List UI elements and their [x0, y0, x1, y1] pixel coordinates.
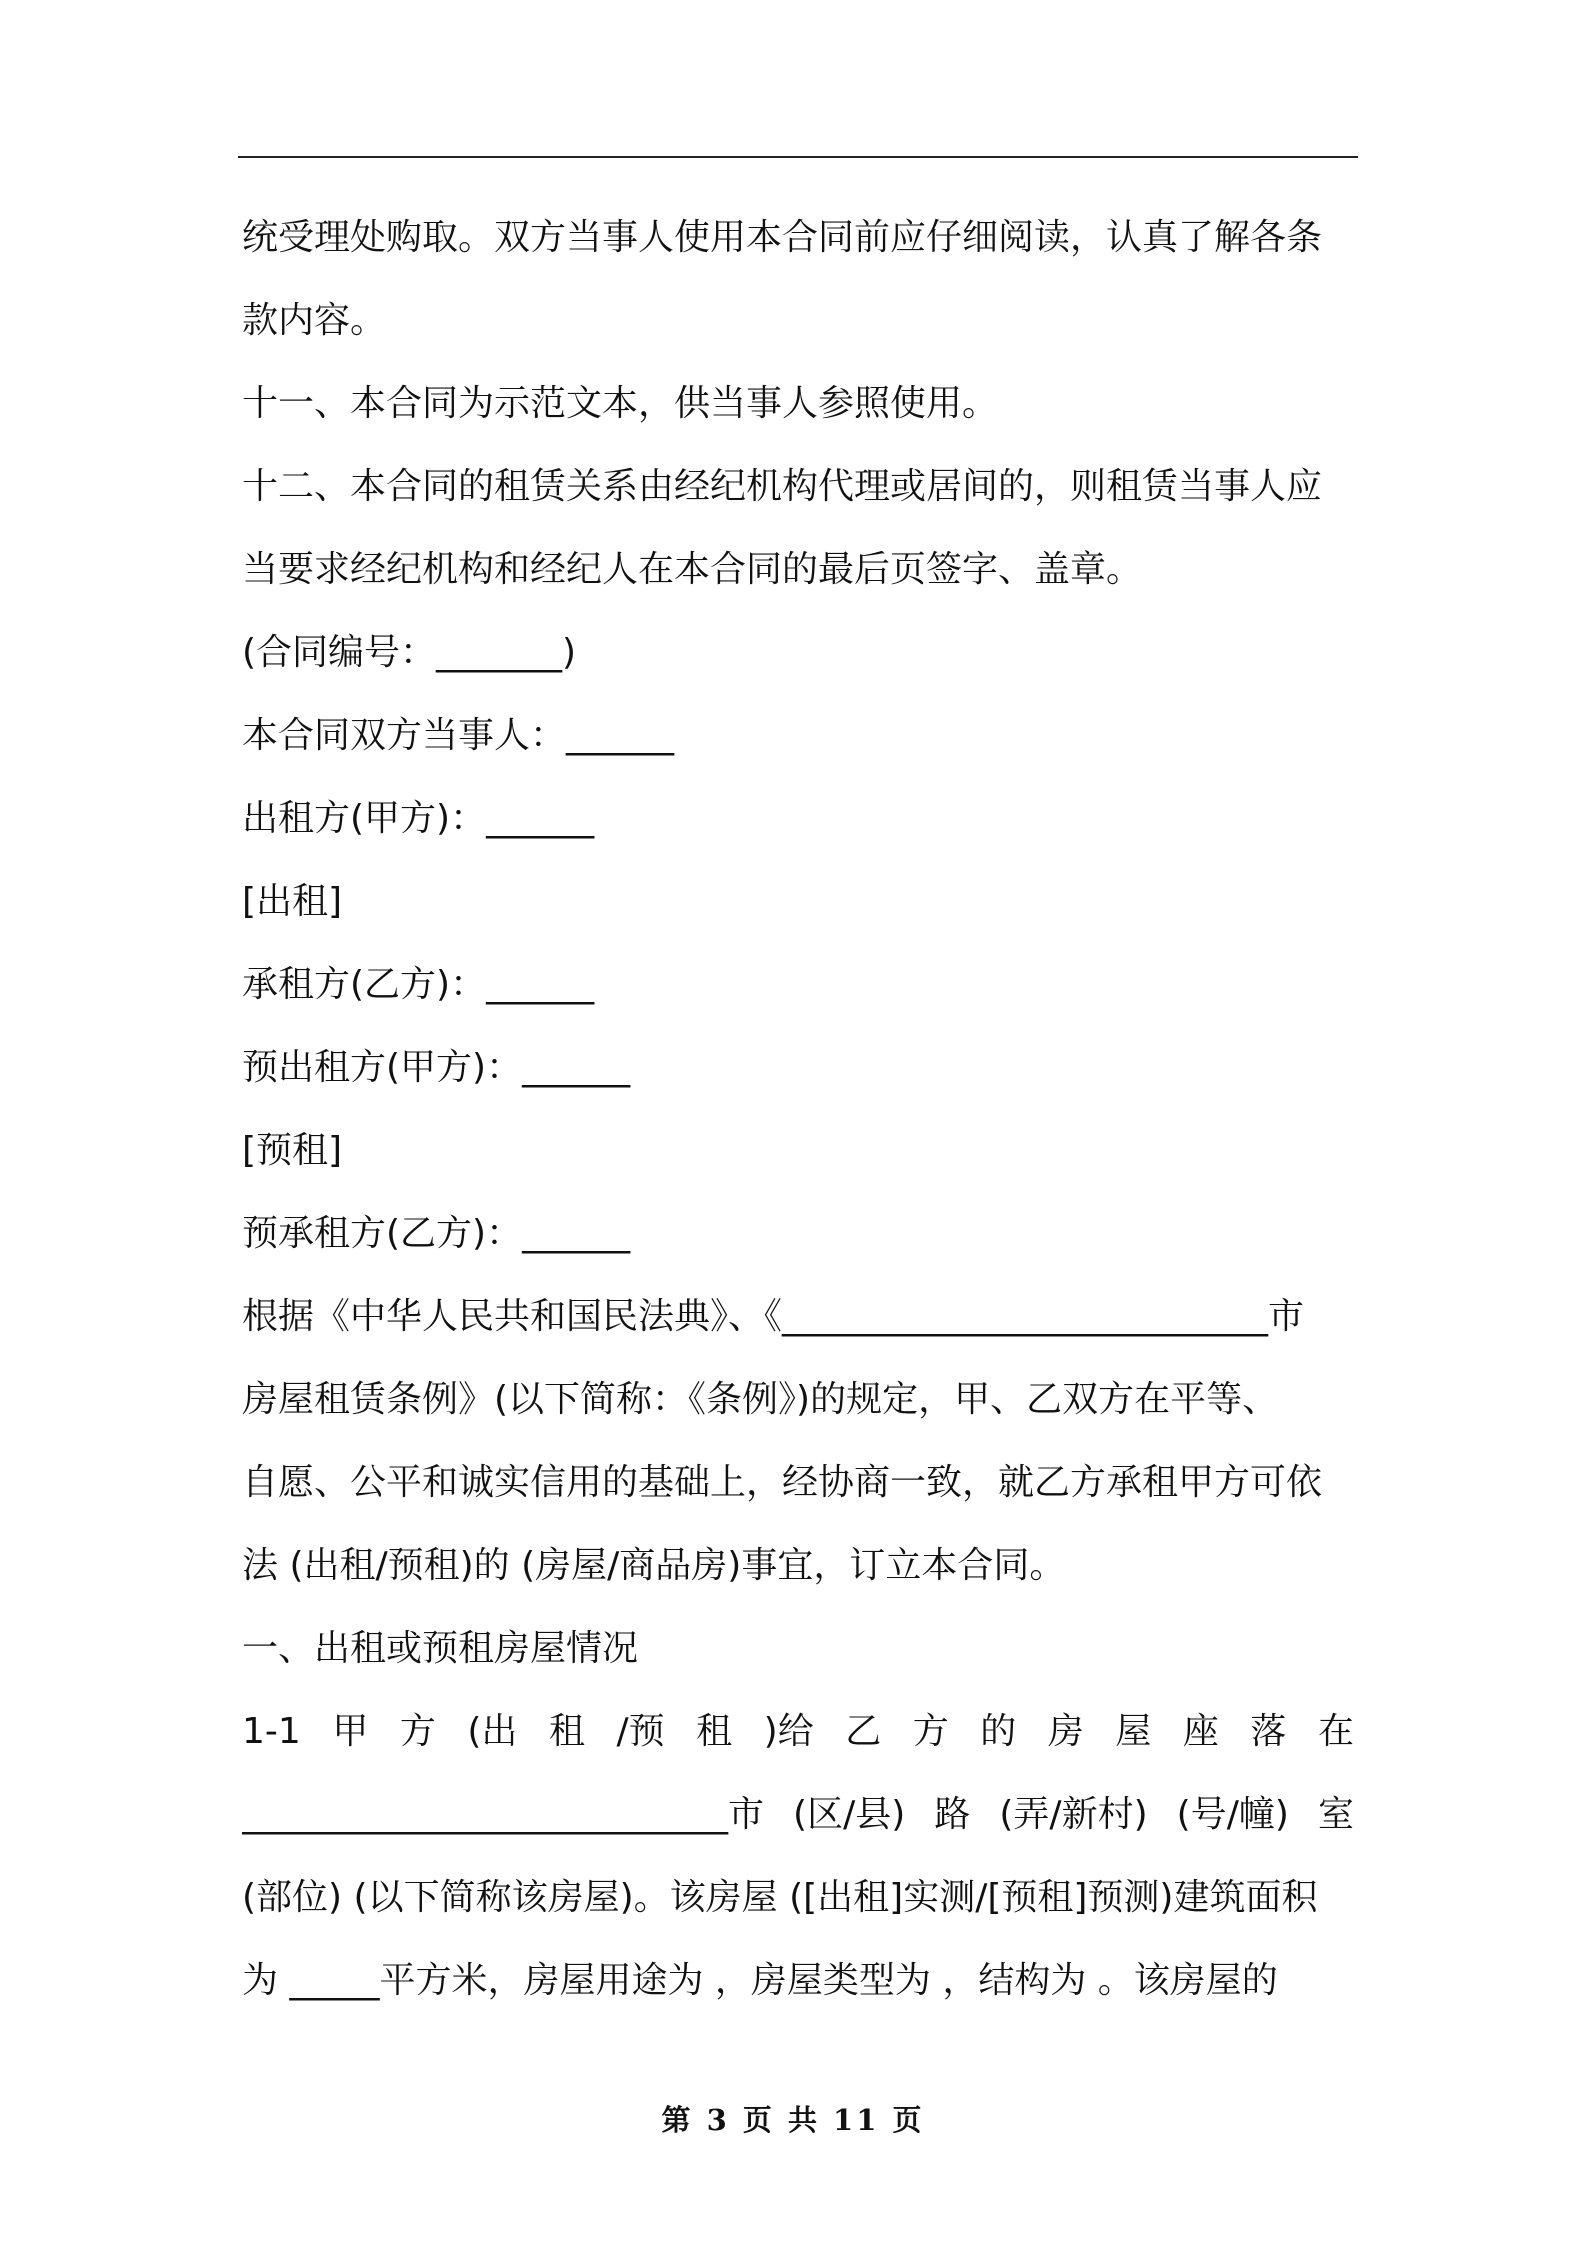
clause-word: 租 [696, 1711, 733, 1752]
clause-word: 租 [548, 1711, 585, 1752]
clause-12: 十二、本合同的租赁关系由经纪机构代理或居间的，则租赁当事人应 [242, 466, 1323, 507]
clause-word: 房 [1047, 1711, 1084, 1752]
clause-word: 落 [1250, 1711, 1287, 1752]
clause-word: 屋 [1115, 1711, 1152, 1752]
preamble-line: 法 (出租/预租)的 (房屋/商品房)事宜，订立本合同。 [242, 1545, 1066, 1586]
clause-word: ___________________________市 [242, 1794, 764, 1835]
parties-field: 本合同双方当事人：______ [242, 715, 675, 756]
section-heading-1: 一、出租或预租房屋情况 [242, 1628, 639, 1669]
text-line: 统受理处购取。双方当事人使用本合同前应仔细阅读，认真了解各条 [242, 217, 1323, 258]
pre-lessee-field: 预承租方(乙方)：______ [242, 1213, 631, 1254]
clause-word: (出 [467, 1711, 518, 1752]
text-line: 当要求经纪机构和经纪人在本合同的最后页签字、盖章。 [242, 549, 1143, 590]
clause-1-1-row4: 为 _____平方米，房屋用途为 ，房屋类型为 ，结构为 。该房屋的 [242, 1960, 1278, 2001]
clause-word: (号/幢) [1176, 1794, 1289, 1835]
contract-number-field: (合同编号：_______) [242, 632, 577, 673]
lessor-field: 出租方(甲方)：______ [242, 798, 595, 839]
clause-word: 座 [1182, 1711, 1219, 1752]
pre-lessor-field: 预出租方(甲方)：______ [242, 1047, 631, 1088]
clause-word: 方 [912, 1711, 949, 1752]
clause-word: (区/县) [793, 1794, 906, 1835]
clause-word: 方 [399, 1711, 436, 1752]
preamble-line: 房屋租赁条例》(以下简称：《条例》)的规定，甲、乙双方在平等、 [242, 1379, 1279, 1420]
lessee-field: 承租方(乙方)：______ [242, 964, 595, 1005]
text-line: 款内容。 [242, 300, 387, 341]
clause-1-1-row3: (部位) (以下简称该房屋)。该房屋 ([出租]实测/[预租]预测)建筑面积 [242, 1877, 1318, 1918]
section-label-rent: [出租] [242, 881, 343, 922]
clause-word: 乙 [845, 1711, 882, 1752]
section-label-prerent: [预租] [242, 1130, 343, 1171]
clause-word: 1-1 [242, 1711, 301, 1752]
clause-11: 十一、本合同为示范文本，供当事人参照使用。 [242, 383, 999, 424]
clause-1-1-row2 [242, 1773, 1354, 1856]
clause-word: 室 [1317, 1794, 1354, 1835]
header-rule [238, 156, 1358, 158]
contract-body [242, 196, 1354, 2022]
clause-word: 路 [934, 1794, 971, 1835]
clause-1-1-row1 [242, 1690, 1354, 1773]
preamble-line: 根据《中华人民共和国民法典》、《___________________________市 [242, 1296, 1305, 1337]
clause-word: 在 [1317, 1711, 1354, 1752]
clause-word: /预 [616, 1711, 665, 1752]
clause-word: )给 [763, 1711, 814, 1752]
clause-word: 的 [980, 1711, 1017, 1752]
clause-word: (弄/新村) [999, 1794, 1148, 1835]
preamble-line: 自愿、公平和诚实信用的基础上，经协商一致，就乙方承租甲方可依 [242, 1462, 1323, 1503]
page-indicator: 第 3 页 共 11 页 [661, 2103, 925, 2137]
clause-word: 甲 [332, 1711, 369, 1752]
